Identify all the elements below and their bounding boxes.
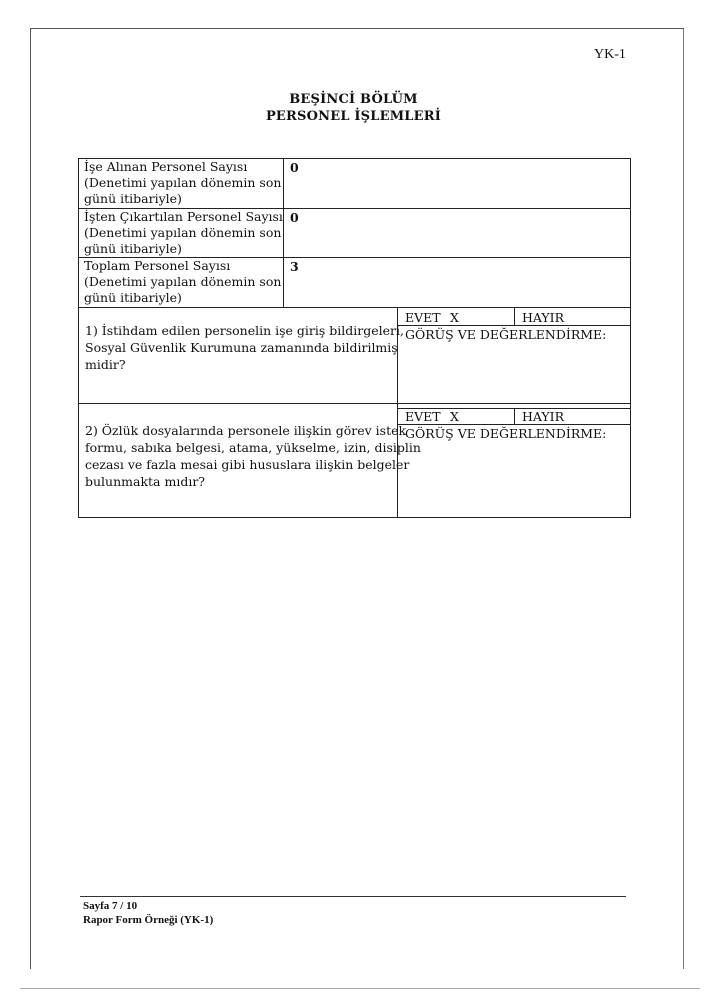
section-subtitle: PERSONEL İŞLEMLERİ xyxy=(265,109,442,124)
stat-note: (Denetimi yapılan dönemin son xyxy=(84,274,282,289)
table-border-bottom xyxy=(78,517,631,518)
stat-note: günü itibariyle) xyxy=(84,241,182,256)
page-bottom-rule xyxy=(20,988,700,989)
stat-note: günü itibariyle) xyxy=(84,191,182,206)
footer-rule xyxy=(80,896,626,897)
question-text-line: cezası ve fazla mesai gibi hususlara ilişkin belgeler xyxy=(85,457,410,472)
question-text-line: midir? xyxy=(85,357,126,372)
document-code: YK-1 xyxy=(594,47,626,62)
no-label[interactable]: HAYIR xyxy=(522,409,565,424)
stat-note: günü itibariyle) xyxy=(84,290,182,305)
table-column-divider xyxy=(283,158,284,308)
stat-label: İşten Çıkartılan Personel Sayısı xyxy=(84,209,283,224)
table-border-right xyxy=(630,158,631,308)
table-border-bottom xyxy=(78,307,631,308)
question-text-line: formu, sabıka belgesi, atama, yükselme, izin, disiplin xyxy=(85,440,421,455)
stat-value: 3 xyxy=(290,259,299,274)
question-text-line: bulunmakta mıdır? xyxy=(85,474,206,489)
stat-note: (Denetimi yapılan dönemin son xyxy=(84,175,282,190)
section-title: BEŞİNCİ BÖLÜM xyxy=(289,92,418,107)
table-border-left xyxy=(78,307,79,518)
yes-label: EVET xyxy=(405,409,441,424)
stat-label: İşe Alınan Personel Sayısı xyxy=(84,159,248,174)
question-text-line: 2) Özlük dosyalarında personele ilişkin görev istek xyxy=(85,423,407,438)
review-label: GÖRÜŞ VE DEĞERLENDİRME: xyxy=(405,327,607,342)
question-text-line: Sosyal Güvenlik Kurumuna zamanında bildirilmiş xyxy=(85,340,398,355)
table-border-right xyxy=(630,307,631,518)
stat-label: Toplam Personel Sayısı xyxy=(84,258,231,273)
yes-mark[interactable]: X xyxy=(450,409,459,424)
yes-mark[interactable]: X xyxy=(450,310,459,325)
form-name: Rapor Form Örneği (YK-1) xyxy=(83,914,214,926)
stat-value: 0 xyxy=(290,160,299,175)
yes-label: EVET xyxy=(405,310,441,325)
question-text-line: 1) İstihdam edilen personelin işe giriş bildirgeleri, xyxy=(85,323,404,338)
answer-column-divider xyxy=(514,408,515,425)
page-number: Sayfa 7 / 10 xyxy=(83,900,138,912)
stat-value: 0 xyxy=(290,210,299,225)
table-border-left xyxy=(78,158,79,308)
review-label: GÖRÜŞ VE DEĞERLENDİRME: xyxy=(405,426,607,441)
answer-column-divider xyxy=(514,308,515,326)
stat-note: (Denetimi yapılan dönemin son xyxy=(84,225,282,240)
table-row-divider xyxy=(78,403,631,404)
no-label[interactable]: HAYIR xyxy=(522,310,565,325)
